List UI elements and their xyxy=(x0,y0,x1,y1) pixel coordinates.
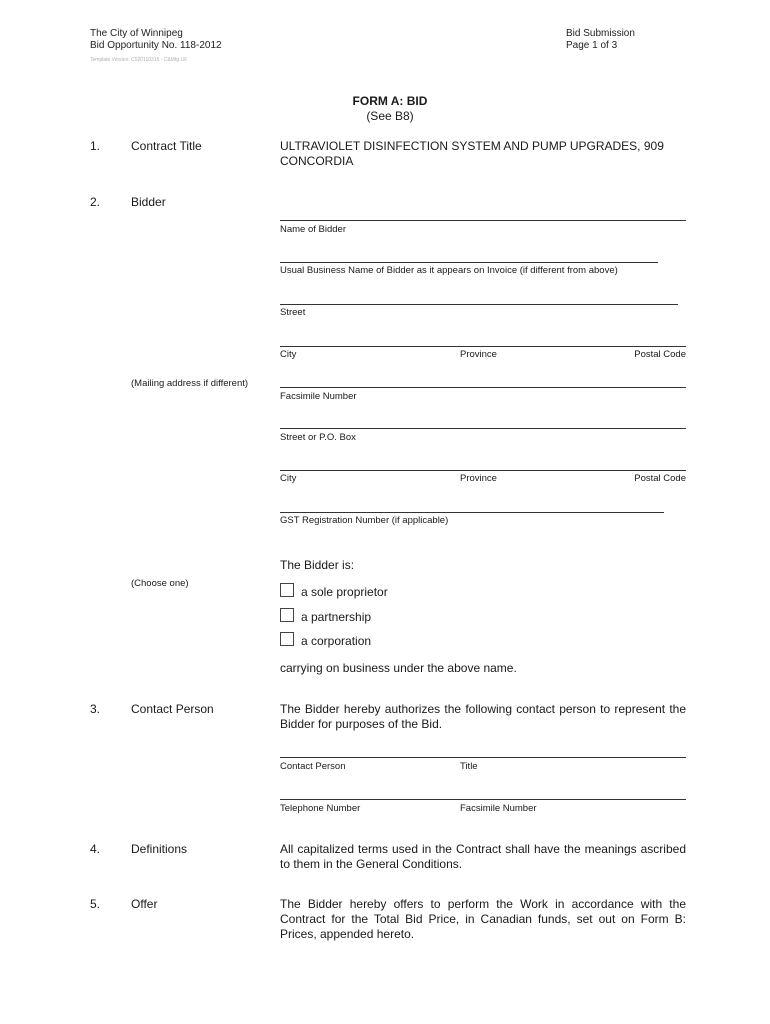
section-5-label: Offer xyxy=(131,897,158,911)
sole-proprietor-label: a sole proprietor xyxy=(301,585,388,599)
header-city: The City of Winnipeg xyxy=(90,28,183,39)
city-province-postal-line[interactable] xyxy=(280,346,686,347)
offer-text: The Bidder hereby offers to perform the Work in accordance with the Contract for the Total Bid Price, in Canadian funds, set out on Form B: Prices, appended hereto. xyxy=(280,897,686,941)
contract-title-text: ULTRAVIOLET DISINFECTION SYSTEM AND PUMP UPGRADES, 909 CONCORDIA xyxy=(280,139,664,168)
street-po-box-caption: Street or P.O. Box xyxy=(280,432,356,443)
facsimile-number-caption: Facsimile Number xyxy=(280,391,357,402)
section-1-label: Contract Title xyxy=(131,139,202,153)
choose-one-note: (Choose one) xyxy=(131,578,189,589)
usual-business-name-line[interactable] xyxy=(280,262,658,263)
facsimile-number-line[interactable] xyxy=(280,387,686,388)
mailing-province-caption: Province xyxy=(460,473,497,484)
form-title: FORM A: BID xyxy=(352,94,428,108)
mailing-postal-code-caption: Postal Code xyxy=(634,473,686,484)
mailing-city-province-postal-line[interactable] xyxy=(280,470,686,471)
city-caption: City xyxy=(280,349,297,360)
section-3-label: Contact Person xyxy=(131,702,214,716)
sole-proprietor-checkbox[interactable] xyxy=(280,583,294,597)
street-caption: Street xyxy=(280,307,306,318)
mailing-address-note: (Mailing address if different) xyxy=(131,378,249,389)
form-subtitle: (See B8) xyxy=(366,109,414,123)
header-bid-submission: Bid Submission xyxy=(566,28,635,39)
carrying-on-business-text: carrying on business under the above name. xyxy=(280,661,517,675)
section-5-number: 5. xyxy=(90,897,101,911)
section-4-label: Definitions xyxy=(131,842,188,856)
section-3-number: 3. xyxy=(90,702,101,716)
contact-person-title-line[interactable] xyxy=(280,757,686,758)
contact-person-caption: Contact Person xyxy=(280,761,346,772)
province-caption: Province xyxy=(460,349,497,360)
telephone-facsimile-line[interactable] xyxy=(280,799,686,800)
mailing-city-caption: City xyxy=(280,473,297,484)
name-of-bidder-caption: Name of Bidder xyxy=(280,224,347,235)
street-line[interactable] xyxy=(280,304,678,305)
section-1-number: 1. xyxy=(90,139,101,153)
header-page-number: Page 1 of 3 xyxy=(566,40,618,51)
postal-code-caption: Postal Code xyxy=(634,349,686,360)
header-bid-opportunity: Bid Opportunity No. 118-2012 xyxy=(90,40,222,51)
contact-person-text: The Bidder hereby authorizes the following contact person to represent the Bidder for purposes of the Bid. xyxy=(280,702,686,731)
gst-registration-line[interactable] xyxy=(280,512,664,513)
corporation-label: a corporation xyxy=(301,634,372,648)
telephone-number-caption: Telephone Number xyxy=(280,803,361,814)
contact-title-caption: Title xyxy=(460,761,478,772)
name-of-bidder-line[interactable] xyxy=(280,220,686,221)
definitions-text: All capitalized terms used in the Contract shall have the meanings ascribed to them in the General Conditions. xyxy=(280,842,686,871)
gst-registration-caption: GST Registration Number (if applicable) xyxy=(280,515,449,526)
section-2-number: 2. xyxy=(90,195,101,209)
contact-facsimile-caption: Facsimile Number xyxy=(460,803,537,814)
usual-business-name-caption: Usual Business Name of Bidder as it appears on Invoice (if different from above) xyxy=(280,265,618,276)
section-2-label: Bidder xyxy=(131,195,166,209)
section-4-number: 4. xyxy=(90,842,101,856)
template-version-note: Template Version: C520110315 - C&Mtg LR xyxy=(90,57,187,63)
bidder-is-label: The Bidder is: xyxy=(280,558,355,572)
partnership-label: a partnership xyxy=(301,610,372,624)
partnership-checkbox[interactable] xyxy=(280,608,294,622)
street-po-box-line[interactable] xyxy=(280,428,686,429)
corporation-checkbox[interactable] xyxy=(280,632,294,646)
